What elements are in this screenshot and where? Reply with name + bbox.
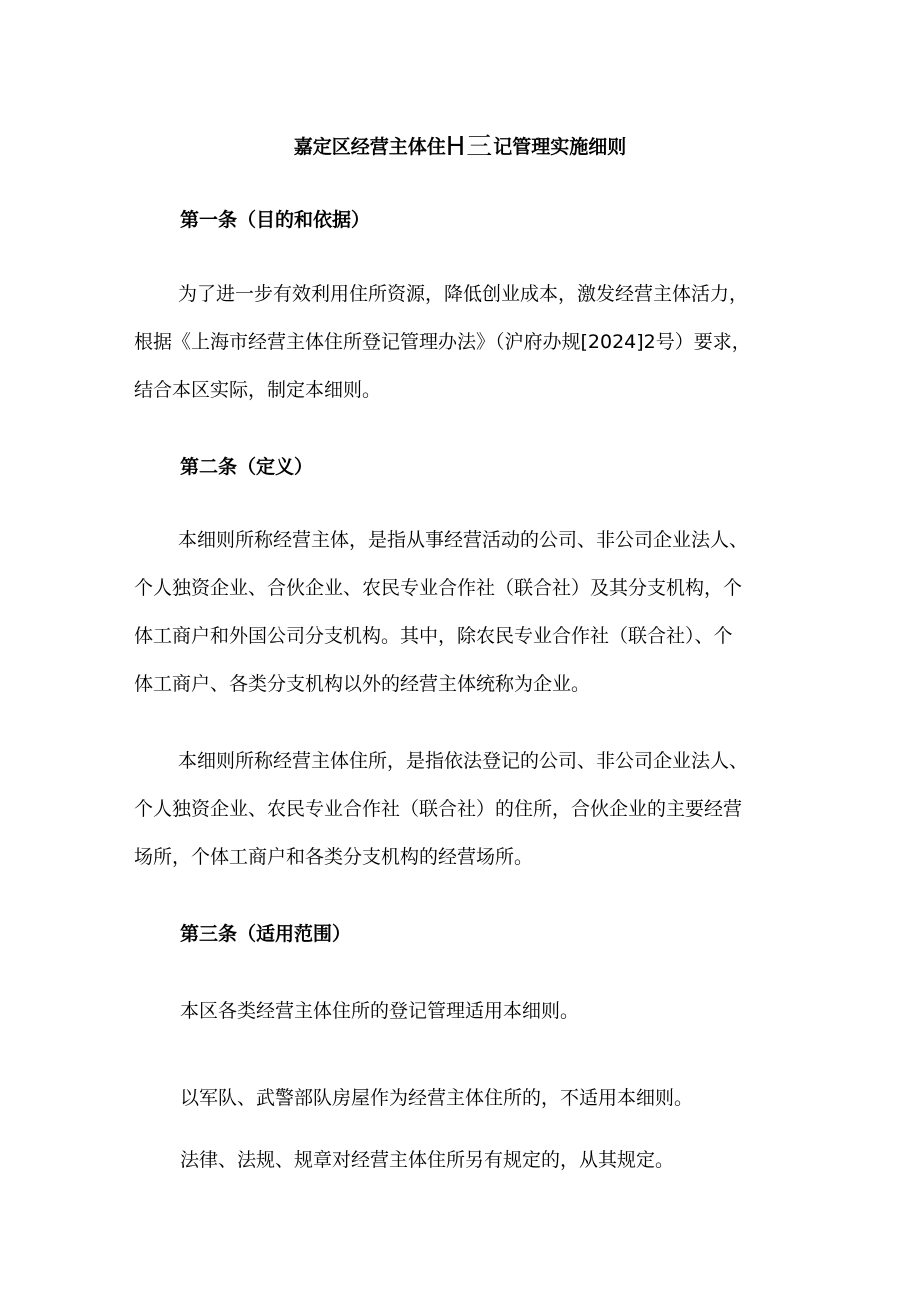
title-part-2: 记管理实施细则 (493, 136, 627, 158)
article-3-line-3: 法律、法规、规章对经营主体住所另有规定的，从其规定。 (180, 1149, 675, 1171)
paragraph-line: 为了进一步有效利用住所资源，降低创业成本，激发经营主体活力， (178, 283, 749, 305)
title-part-1: 嘉定区经营主体住 (293, 136, 446, 158)
document-title (0, 126, 920, 163)
article-2-paragraph-1 (134, 516, 794, 708)
paragraph-line: 根据《上海市经营主体住所登记管理办法》（沪府办规[2024]2号）要求， (134, 331, 751, 353)
title-ocr-artifact: H三 (445, 132, 494, 162)
paragraph-line: 体工商户、各类分支机构以外的经营主体统称为企业。 (134, 673, 591, 695)
article-3-line-1: 本区各类经营主体住所的登记管理适用本细则。 (180, 1000, 580, 1022)
article-3-line-2: 以军队、武警部队房屋作为经营主体住所的，不适用本细则。 (180, 1087, 694, 1109)
paragraph-line: 个人独资企业、农民专业合作社（联合社）的住所，合伙企业的主要经营 (134, 798, 743, 820)
paragraph-line: 本细则所称经营主体，是指从事经营活动的公司、非公司企业法人、 (178, 529, 749, 551)
paragraph-line: 本细则所称经营主体住所，是指依法登记的公司、非公司企业法人、 (178, 750, 749, 772)
paragraph-line: 场所，个体工商户和各类分支机构的经营场所。 (134, 846, 534, 868)
paragraph-line: 个人独资企业、合伙企业、农民专业合作社（联合社）及其分支机构，个 (134, 577, 743, 599)
article-3-heading: 第三条（适用范围） (180, 923, 352, 945)
paragraph-line: 体工商户和外国公司分支机构。其中，除农民专业合作社（联合社）、个 (134, 625, 733, 647)
article-2-heading: 第二条（定义） (180, 456, 314, 478)
article-1-paragraph (134, 270, 794, 414)
article-1-heading: 第一条（目的和依据） (180, 209, 371, 231)
paragraph-line: 结合本区实际，制定本细则。 (134, 379, 382, 401)
article-2-paragraph-2 (134, 737, 794, 881)
